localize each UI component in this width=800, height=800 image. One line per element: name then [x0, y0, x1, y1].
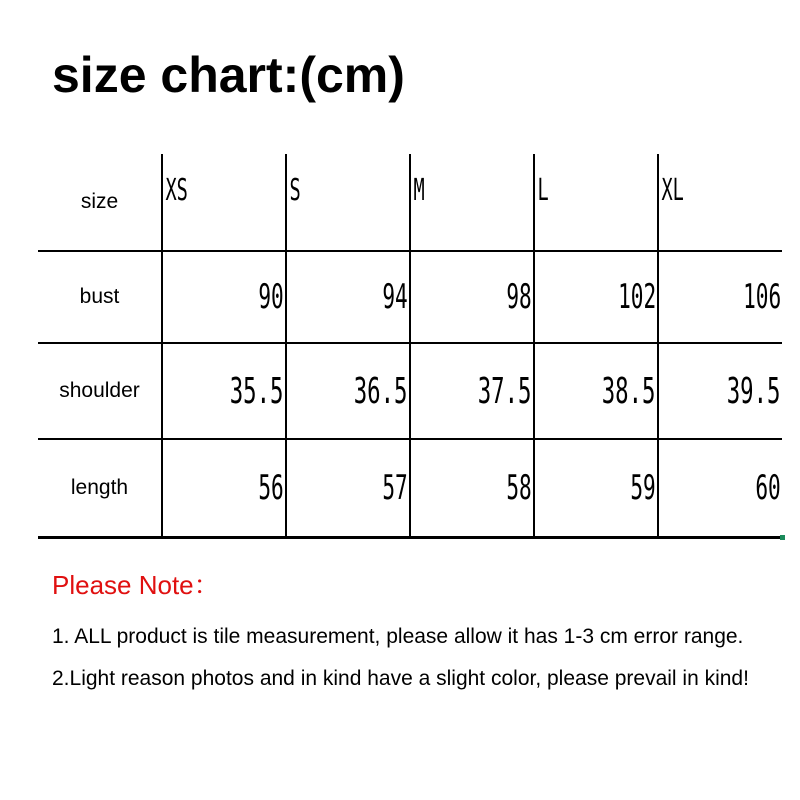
- size-label-s: S: [289, 172, 301, 208]
- page-title: size chart:(cm): [52, 47, 405, 103]
- cell-value: 39.5: [727, 370, 781, 412]
- table-cell: [162, 343, 286, 439]
- row-label-length: length: [38, 439, 162, 537]
- cell-value: 57: [382, 467, 408, 508]
- note-section: [52, 568, 772, 700]
- cell-value: 38.5: [602, 370, 656, 412]
- table-cell: [410, 439, 534, 537]
- cell-value: 98: [506, 277, 532, 317]
- table-cell: [286, 343, 410, 439]
- note-line-1: 1. ALL product is tile measurement, please allow it has 1-3 cm error range.: [52, 625, 744, 648]
- cell-value: 58: [506, 467, 532, 508]
- cell-value: 56: [258, 467, 284, 508]
- cell-value: 106: [742, 277, 781, 317]
- size-cell-s: [286, 154, 410, 251]
- cell-value: 35.5: [230, 370, 284, 412]
- row-label-shoulder: shoulder: [38, 343, 162, 439]
- table-cell: [658, 439, 782, 537]
- size-cell-xs: [162, 154, 286, 251]
- size-cell-m: [410, 154, 534, 251]
- size-label-m: M: [413, 172, 425, 208]
- table-cell: [534, 251, 658, 343]
- decorative-dot: [780, 535, 785, 540]
- table-cell: [286, 439, 410, 537]
- size-label-xs: XS: [165, 172, 188, 208]
- cell-value: 59: [630, 467, 656, 508]
- note-line-2: 2.Light reason photos and in kind have a slight color, please prevail in kind!: [52, 667, 749, 690]
- size-label-xl: XL: [661, 172, 684, 208]
- table-cell: [658, 251, 782, 343]
- cell-value: 37.5: [478, 370, 532, 412]
- table-cell: [534, 343, 658, 439]
- size-cell-xl: [658, 154, 782, 251]
- table-row-bust: [38, 251, 782, 343]
- table-cell: [410, 343, 534, 439]
- row-label-size: size: [38, 154, 162, 251]
- table-cell: [286, 251, 410, 343]
- size-label-l: L: [537, 172, 549, 208]
- size-cell-l: [534, 154, 658, 251]
- table-cell: [534, 439, 658, 537]
- table-cell: [410, 251, 534, 343]
- table-cell: [162, 439, 286, 537]
- cell-value: 90: [258, 277, 284, 317]
- cell-value: 102: [617, 277, 656, 317]
- size-table: [38, 154, 782, 539]
- cell-value: 94: [382, 277, 408, 317]
- note-title: Please Note：: [52, 570, 220, 600]
- cell-value: 36.5: [354, 370, 408, 412]
- table-row-shoulder: [38, 343, 782, 439]
- row-label-bust: bust: [38, 251, 162, 343]
- table-cell: [162, 251, 286, 343]
- cell-value: 60: [755, 467, 781, 508]
- table-cell: [658, 343, 782, 439]
- table-row-length: [38, 439, 782, 537]
- table-row-size: [38, 154, 782, 251]
